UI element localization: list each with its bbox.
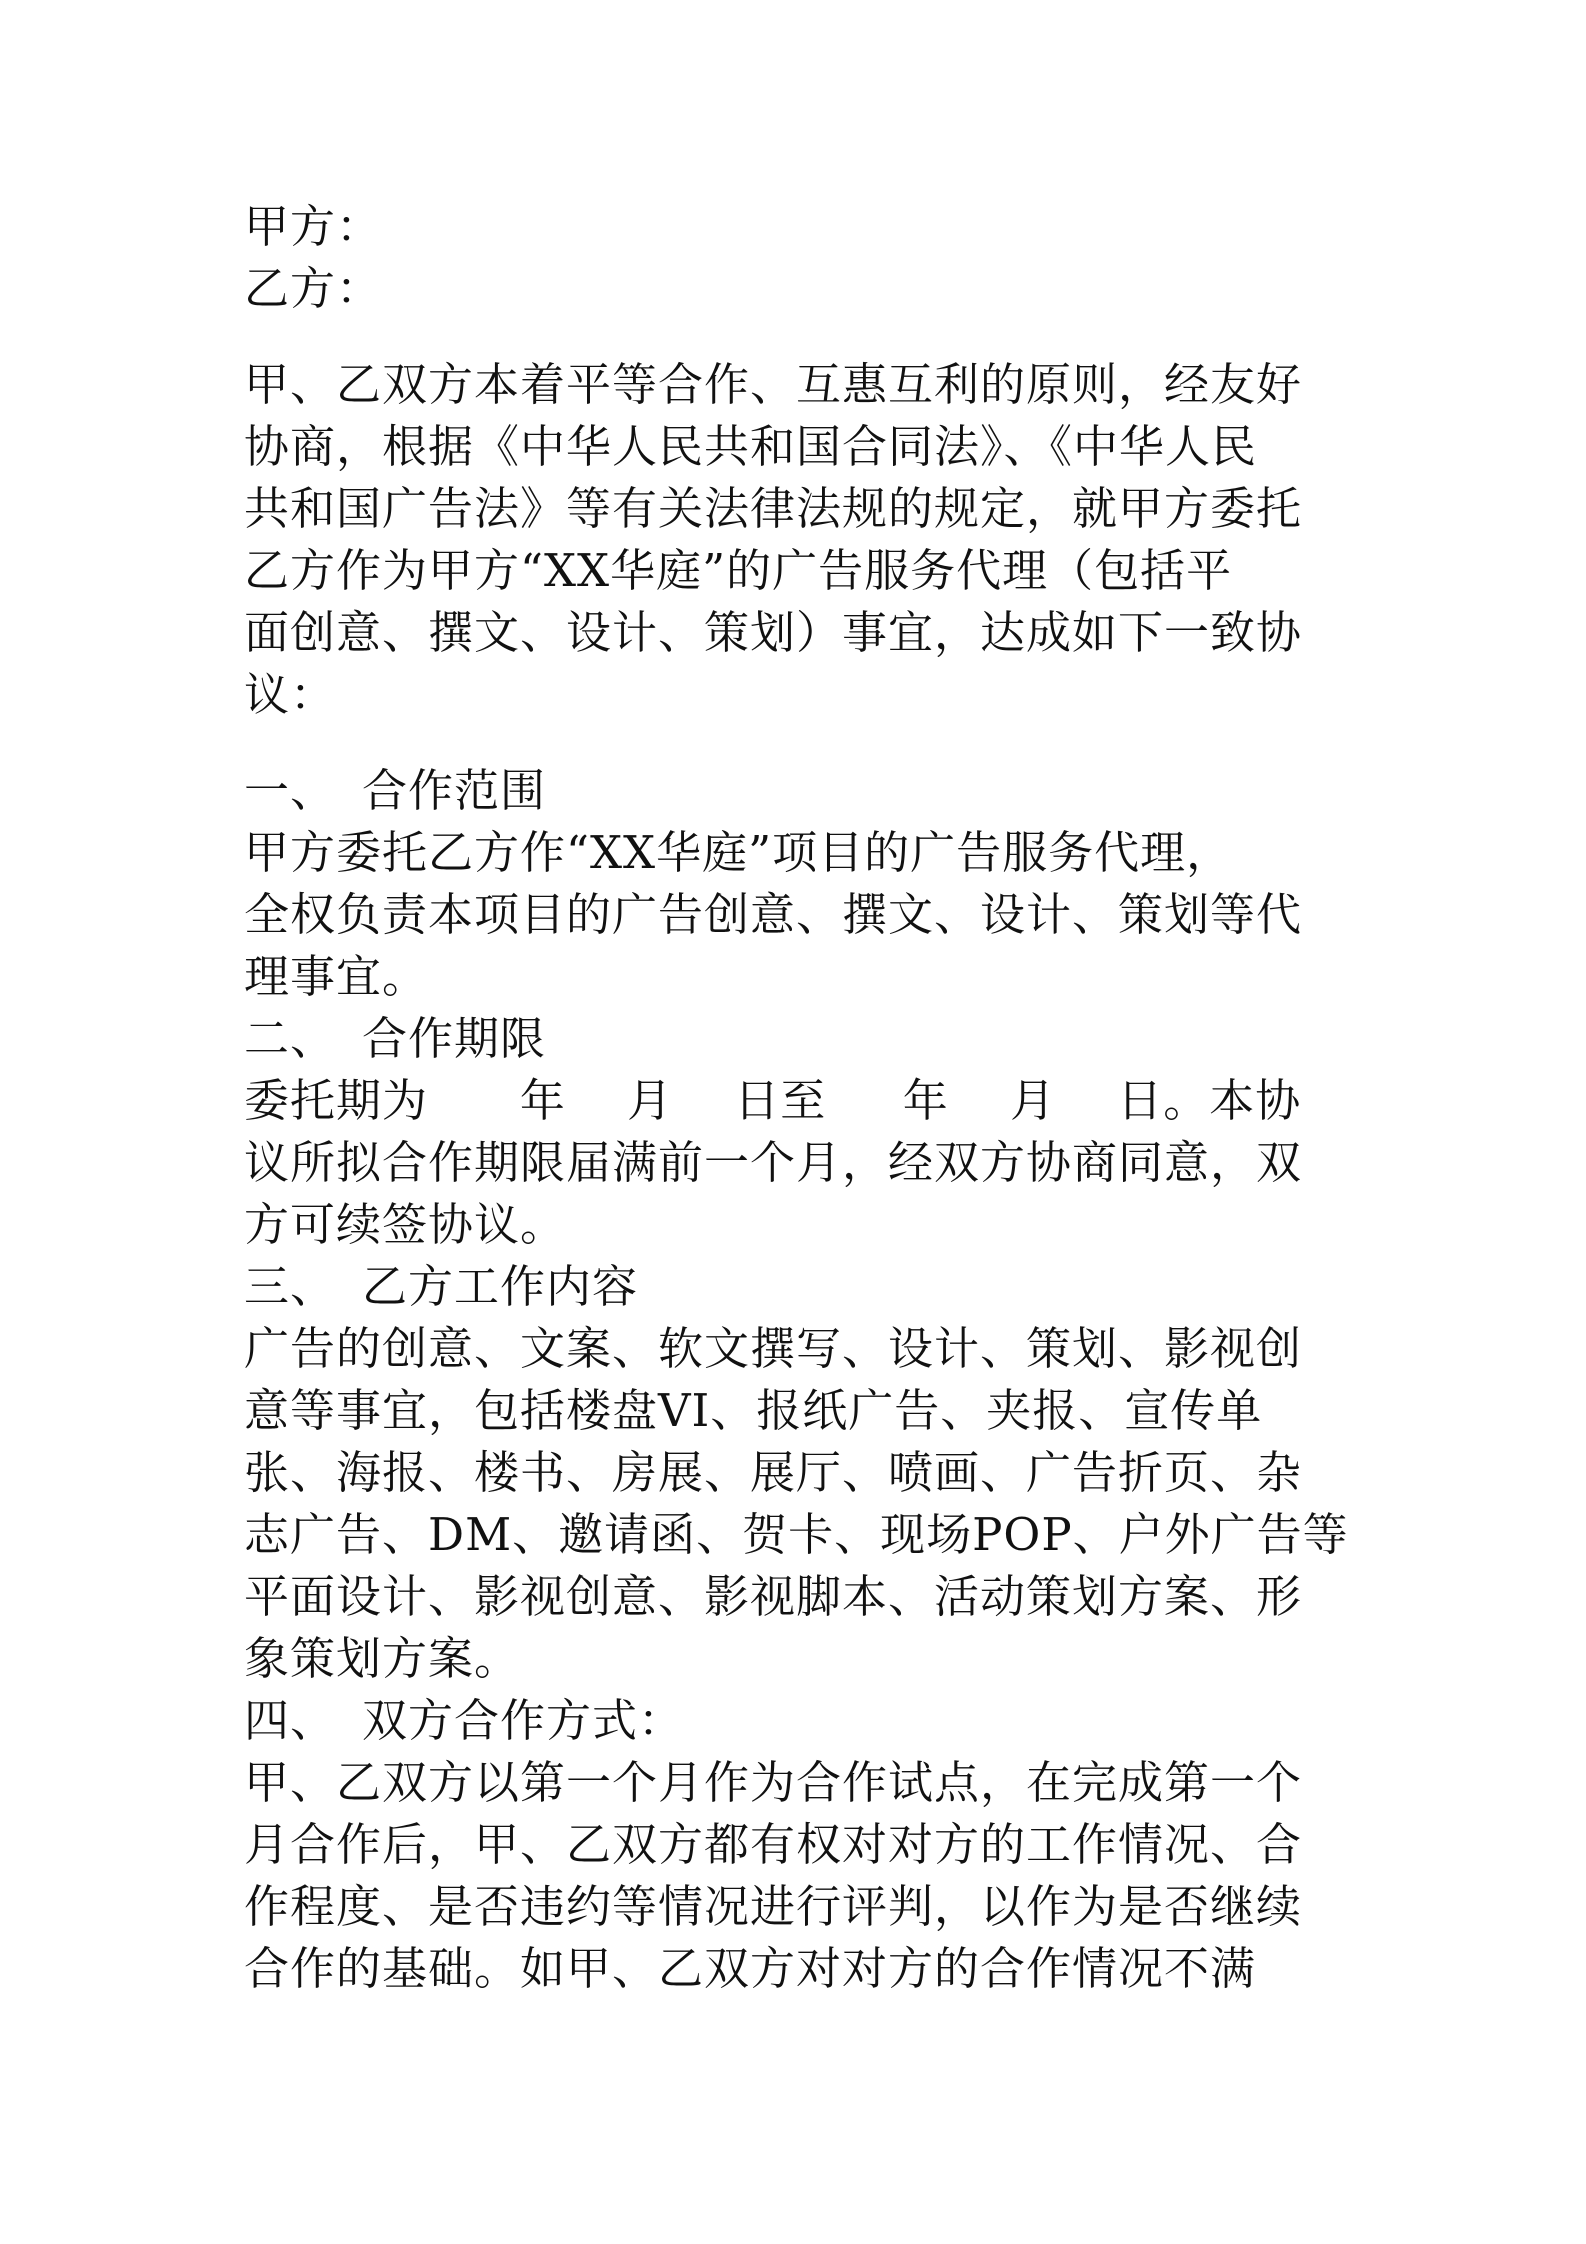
section-line: 甲方委托乙方作“XX华庭”项目的广告服务代理， [244, 826, 1233, 879]
section-line: 月合作后，甲、乙双方都有权对对方的工作情况、合 [244, 1818, 1303, 1871]
section-cooperation-scope [244, 760, 1354, 1008]
section-line: 意等事宜，包括楼盘VI、报纸广告、夹报、宣传单 [244, 1384, 1263, 1437]
section-title: 合作期限 [362, 1012, 547, 1065]
section-title: 合作范围 [362, 764, 547, 817]
section-number: 四、 [244, 1694, 337, 1747]
preamble-line: 乙方作为甲方“XX华庭”的广告服务代理（包括平 [244, 544, 1233, 597]
section-line: 张、海报、楼书、房展、展厅、喷画、广告折页、杂 [244, 1446, 1303, 1499]
section-line: 甲、乙双方以第一个月作为合作试点，在完成第一个 [244, 1756, 1303, 1809]
section-title: 双方合作方式： [362, 1694, 685, 1747]
section-line: 志广告、DM、邀请函、贺卡、现场POP、户外广告等 [244, 1508, 1349, 1561]
section-line: 象策划方案。 [244, 1632, 521, 1685]
preamble-paragraph [244, 354, 1354, 726]
preamble-line: 议： [244, 668, 337, 721]
section-line: 委托期为 年 月 日至 年 月 日。本协 [244, 1074, 1302, 1127]
section-line: 全权负责本项目的广告创意、撰文、设计、策划等代 [244, 888, 1303, 941]
section-heading [244, 1256, 1354, 1318]
section-title: 乙方工作内容 [362, 1260, 639, 1313]
section-cooperation-term [244, 1008, 1354, 1256]
preamble-line: 面创意、撰文、设计、策划）事宜，达成如下一致协 [244, 606, 1303, 659]
section-number: 一、 [244, 764, 337, 817]
section-heading [244, 760, 1354, 822]
section-heading [244, 1008, 1354, 1070]
section-line: 方可续签协议。 [244, 1198, 567, 1251]
party-b-label: 乙方： [244, 262, 383, 315]
section-line: 平面设计、影视创意、影视脚本、活动策划方案、形 [244, 1570, 1303, 1623]
section-line: 作程度、是否违约等情况进行评判，以作为是否继续 [244, 1880, 1303, 1933]
party-a-label: 甲方： [244, 200, 383, 253]
section-number: 二、 [244, 1012, 337, 1065]
section-party-b-work [244, 1256, 1354, 1690]
section-line: 议所拟合作期限届满前一个月，经双方协商同意，双 [244, 1136, 1303, 1189]
section-cooperation-method [244, 1690, 1354, 2000]
section-heading [244, 1690, 1354, 1752]
preamble-line: 甲、乙双方本着平等合作、互惠互利的原则，经友好 [244, 358, 1303, 411]
section-line: 理事宜。 [244, 950, 429, 1003]
preamble-line: 共和国广告法》等有关法律法规的规定，就甲方委托 [244, 482, 1303, 535]
section-line: 合作的基础。如甲、乙双方对对方的合作情况不满 [244, 1942, 1257, 1995]
section-number: 三、 [244, 1260, 337, 1313]
preamble-line: 协商，根据《中华人民共和国合同法》、《中华人民 [244, 420, 1258, 473]
agreement-body [244, 196, 1354, 2000]
section-line: 广告的创意、文案、软文撰写、设计、策划、影视创 [244, 1322, 1303, 1375]
